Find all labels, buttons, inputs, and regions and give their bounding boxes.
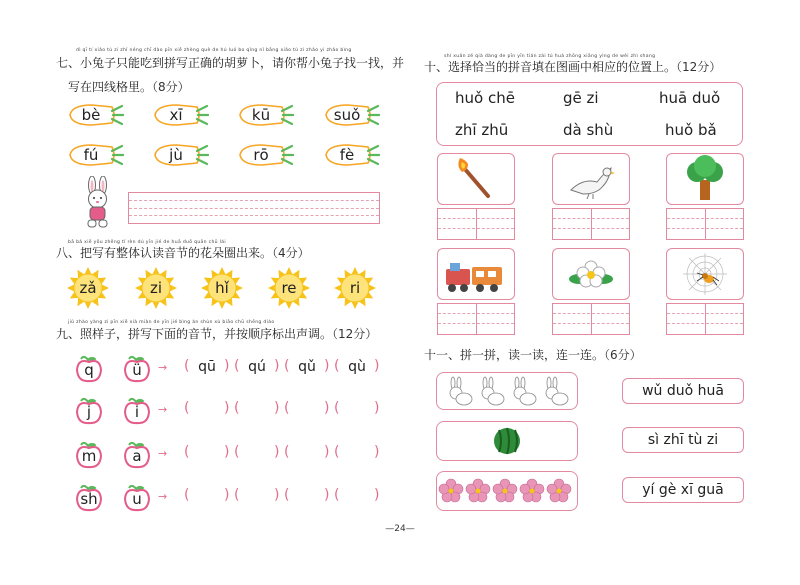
- q8-score: （4分）: [272, 246, 310, 260]
- picture-torch: [437, 153, 515, 205]
- paren-open: (: [334, 487, 340, 503]
- paren-close: ): [374, 444, 380, 460]
- q10-title: [424, 60, 721, 74]
- paren-open: (: [234, 487, 240, 503]
- picture-four-rabbits[interactable]: [436, 372, 578, 410]
- page-number: —24—: [385, 524, 415, 534]
- flowers-icon: [437, 472, 577, 510]
- q7-title-text: 七、小兔子只能吃到拼写正确的胡萝卜，请你帮小兔子找一找，并: [56, 56, 405, 70]
- word-dashu: dà shù: [563, 121, 614, 139]
- sun-flower-3[interactable]: [200, 266, 244, 310]
- paren-close: ): [224, 487, 230, 503]
- answer-grid-3[interactable]: [666, 208, 744, 240]
- arrow-icon: →: [158, 490, 168, 503]
- paren-open: (: [284, 444, 290, 460]
- apple-label: j: [86, 403, 92, 421]
- paren-close: ): [374, 400, 380, 416]
- picture-dove: [552, 153, 630, 205]
- carrot-7[interactable]: [236, 142, 294, 168]
- torch-icon: [438, 154, 514, 204]
- word-zhizhu: zhī zhū: [455, 121, 509, 139]
- sun-flower-5[interactable]: [333, 266, 377, 310]
- picture-spider: [666, 248, 744, 300]
- match-word-wuduohua[interactable]: wǔ duǒ huā: [622, 378, 744, 404]
- q10-word-bank: [436, 82, 743, 146]
- paren-open: (: [334, 444, 340, 460]
- answer-grid-5[interactable]: [552, 303, 630, 335]
- q7-writing-grid[interactable]: [128, 192, 380, 224]
- apple-label: ü: [132, 361, 142, 379]
- carrot-label: kū: [251, 106, 271, 124]
- paren-close: ): [224, 444, 230, 460]
- carrot-2[interactable]: [151, 102, 209, 128]
- word-huoba: huǒ bǎ: [665, 121, 717, 139]
- q9-title-text: 九、照样子，拼写下面的音节，并按顺序标出声调。: [56, 327, 333, 341]
- q7-score: （8分）: [152, 80, 190, 94]
- paren-close: ): [224, 400, 230, 416]
- apple-label: a: [132, 447, 142, 465]
- apple-label: i: [134, 403, 140, 421]
- apple-label: sh: [80, 490, 98, 508]
- sun-label: zǎ: [79, 279, 97, 297]
- apple-final-2: [124, 397, 150, 425]
- dove-icon: [553, 154, 629, 204]
- tone-answer-1-2[interactable]: qú: [248, 359, 266, 375]
- q11-title: [424, 348, 642, 362]
- picture-flower: [552, 248, 630, 300]
- apple-initial-3: [76, 441, 102, 469]
- paren-open: (: [184, 444, 190, 460]
- tone-answer-1-1[interactable]: qū: [198, 359, 216, 375]
- carrot-label: fè: [339, 146, 355, 164]
- paren-close: ): [374, 487, 380, 503]
- paren-open: (: [334, 400, 340, 416]
- sun-label: zi: [149, 279, 163, 297]
- q10-score: （12分）: [676, 60, 722, 74]
- arrow-icon: →: [158, 361, 168, 374]
- apple-initial-4: [76, 484, 102, 512]
- paren-open: (: [234, 358, 240, 374]
- sun-flower-1[interactable]: [66, 266, 110, 310]
- tone-answer-1-4[interactable]: qù: [348, 359, 366, 375]
- q10-ruby: shí xuǎn zé qià dàng de pīn yīn tián zài tú huà zhōng xiāng yìng de wèi zhì shang: [444, 54, 656, 59]
- carrot-label: bè: [81, 106, 101, 124]
- picture-five-flowers[interactable]: [436, 471, 578, 511]
- picture-train: [437, 248, 515, 300]
- carrot-label: rō: [253, 146, 269, 164]
- q11-title-text: 十一、拼一拼，读一读，连一连。: [424, 348, 605, 362]
- train-icon: [438, 249, 514, 299]
- carrot-4[interactable]: [322, 102, 380, 128]
- answer-grid-2[interactable]: [552, 208, 630, 240]
- answer-grid-4[interactable]: [437, 303, 515, 335]
- q8-title: [56, 246, 310, 260]
- paren-close: ): [324, 400, 330, 416]
- carrot-label: suǒ: [333, 106, 361, 124]
- arrow-icon: →: [158, 403, 168, 416]
- q7-ruby: dì qī tí xiǎo tù zi zhǐ néng chī dào pīn xiě zhèng què de hú luó bo qǐng nǐ bāng xiǎo tù zi zhǎo yi zhǎo bìng: [76, 48, 352, 53]
- picture-watermelon[interactable]: [436, 421, 578, 461]
- carrot-label: xī: [169, 106, 183, 124]
- word-huaduo: huā duǒ: [659, 89, 721, 107]
- apple-initial-2: [76, 397, 102, 425]
- picture-tree: [666, 153, 744, 205]
- paren-open: (: [184, 400, 190, 416]
- carrot-6[interactable]: [151, 142, 209, 168]
- answer-grid-6[interactable]: [666, 303, 744, 335]
- tree-icon: [667, 154, 743, 204]
- q7-title2-text: 写在四线格里。: [68, 80, 153, 94]
- sun-label: ri: [349, 279, 361, 297]
- q9-title: [56, 327, 377, 341]
- carrot-3[interactable]: [236, 102, 294, 128]
- carrot-label: jù: [169, 146, 183, 164]
- match-word-yigexigua[interactable]: yí gè xī guā: [622, 477, 744, 503]
- paren-close: ): [374, 358, 380, 374]
- word-gezi: gē zi: [563, 89, 599, 107]
- flower-icon: [553, 249, 629, 299]
- paren-close: ): [274, 400, 280, 416]
- paren-close: ): [324, 358, 330, 374]
- q8-title-text: 八、把写有整体认读音节的花朵圈出来。: [56, 246, 273, 260]
- apple-initial-1: [76, 355, 102, 383]
- paren-close: ): [324, 444, 330, 460]
- paren-close: ): [224, 358, 230, 374]
- sun-label: re: [281, 279, 297, 297]
- bunny-icon: [78, 176, 118, 230]
- paren-open: (: [234, 444, 240, 460]
- q11-score: （6分）: [604, 348, 642, 362]
- q8-ruby: bā bǎ xiě yǒu zhěng tǐ rèn dú yīn jié de huā duǒ quān chū lái: [68, 240, 226, 245]
- paren-open: (: [234, 400, 240, 416]
- carrot-1[interactable]: [66, 102, 124, 128]
- word-huoche: huǒ chē: [455, 89, 515, 107]
- apple-label: q: [84, 361, 94, 379]
- carrot-5[interactable]: [66, 142, 124, 168]
- match-word-sizhituzi[interactable]: sì zhī tù zi: [622, 427, 744, 453]
- paren-close: ): [274, 358, 280, 374]
- spider-icon: [667, 249, 743, 299]
- paren-close: ): [274, 444, 280, 460]
- paren-open: (: [284, 487, 290, 503]
- paren-open: (: [284, 358, 290, 374]
- q9-ruby: jiǔ zhào yàng zi pīn xiě xià miàn de yīn jié bìng àn shùn xù biāo chū shēng diào: [68, 320, 275, 325]
- apple-final-4: [124, 484, 150, 512]
- paren-close: ): [274, 487, 280, 503]
- apple-label: u: [132, 490, 142, 508]
- answer-grid-1[interactable]: [437, 208, 515, 240]
- q9-score: （12分）: [332, 327, 378, 341]
- sun-label: hǐ: [215, 279, 229, 297]
- q10-title-text: 十、选择恰当的拼音填在图画中相应的位置上。: [424, 60, 677, 74]
- sun-flower-2[interactable]: [134, 266, 178, 310]
- arrow-icon: →: [158, 447, 168, 460]
- paren-open: (: [184, 358, 190, 374]
- paren-open: (: [184, 487, 190, 503]
- apple-label: m: [81, 447, 97, 465]
- q7-title-2: [68, 80, 190, 94]
- sun-flower-4[interactable]: [267, 266, 311, 310]
- watermelon-icon: [437, 422, 577, 460]
- paren-open: (: [284, 400, 290, 416]
- carrot-8[interactable]: [322, 142, 380, 168]
- rabbits-icon: [437, 373, 577, 409]
- paren-close: ): [324, 487, 330, 503]
- carrot-label: fú: [83, 146, 99, 164]
- paren-open: (: [334, 358, 340, 374]
- apple-final-1: [124, 355, 150, 383]
- q7-title: [56, 56, 404, 70]
- tone-answer-1-3[interactable]: qǔ: [298, 359, 316, 375]
- apple-final-3: [124, 441, 150, 469]
